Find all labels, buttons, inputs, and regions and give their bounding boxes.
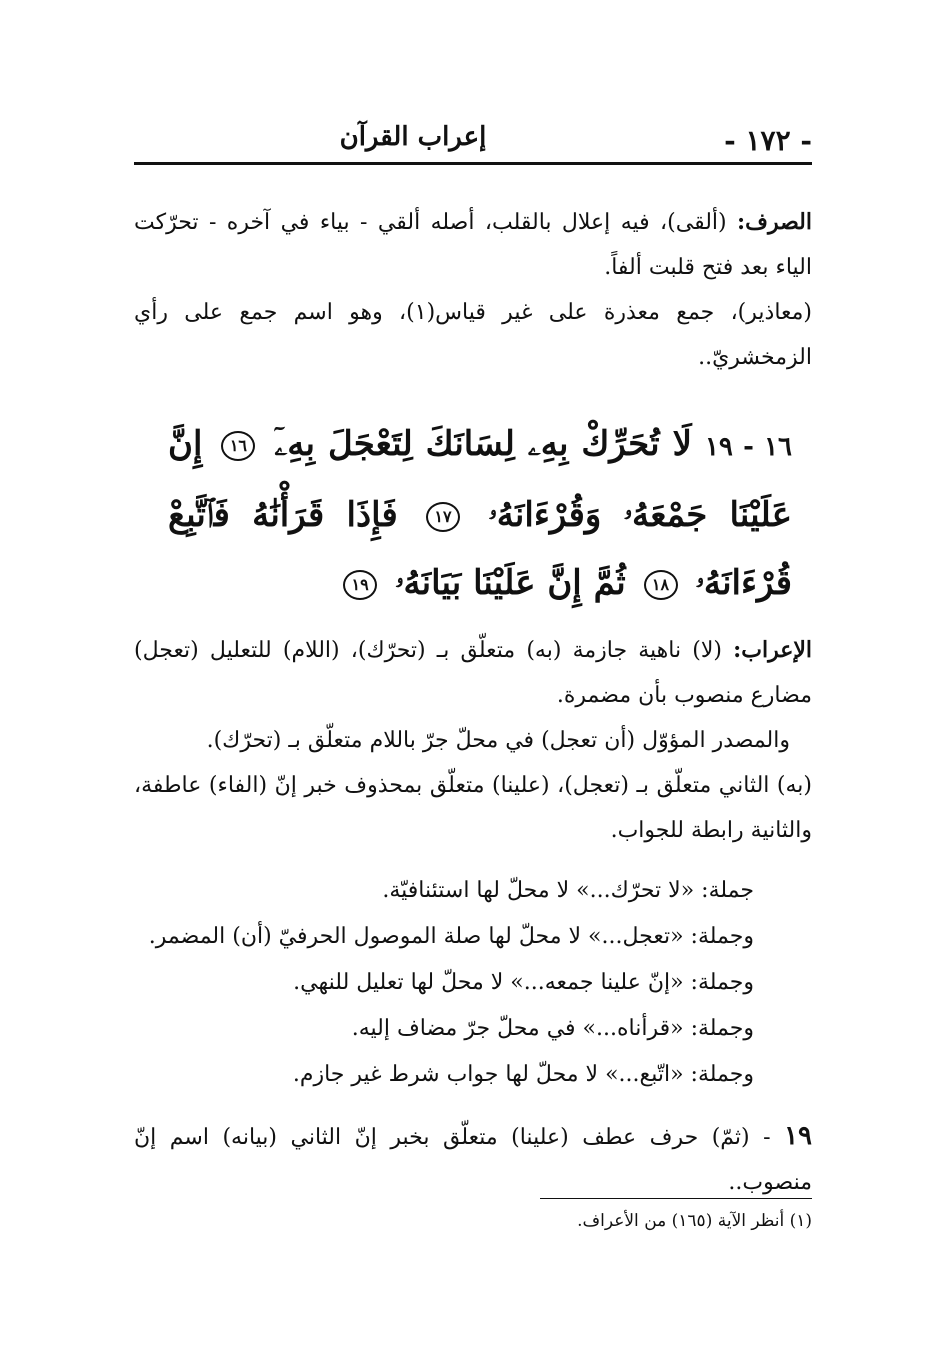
verse-19-number: ١٩ [784,1121,812,1151]
ayah-marker-16: ١٦ [221,431,255,461]
verse-18-text: فَإِذَا قَرَأْنَٰهُ فَٱتَّبِعْ قُرْءَانَهُۥ [168,495,792,603]
page-number: - ١٧٢ - [724,124,812,157]
header-rule [134,162,812,165]
jumla-item: جملة: «لا تحرّك...» لا محلّ لها استئنافيّة. [382,878,754,903]
jumla-item: وجملة: «تعجل...» لا محلّ لها صلة الموصول الحرفيّ (أن) المضمر. [148,924,754,949]
ayah-marker-17: ١٧ [426,502,460,532]
verse-range: ١٦ - ١٩ [704,432,792,462]
irab-label: الإعراب: [733,637,812,663]
sarf-text-2: (معاذير)، جمع معذرة على غير قياس(١)، وهو اسم جمع على رأي الزمخشريّ.. [134,300,812,370]
irab-paragraph-3 [134,763,812,853]
footnote: (١) أنظر الآية (١٦٥) من الأعراف. [577,1211,812,1231]
ayah-marker-18: ١٨ [644,570,678,600]
sarf-text-1: (ألقى)، فيه إعلال بالقلب، أصله ألقي - بياء في آخره - تحرّكت الياء بعد فتح قلبت ألفاً. [134,210,812,280]
jumla-item: وجملة: «اتّبع...» لا محلّ لها جواب شرط غير جازم. [292,1062,754,1087]
verse-16-text: لَا تُحَرِّكْ بِهِۦ لِسَانَكَ لِتَعْجَلَ بِهِۦٓ [274,424,692,464]
irab-paragraph-1 [134,628,812,718]
sarf-section [134,200,812,380]
sarf-paragraph-1 [134,200,812,290]
quran-verses [168,410,792,617]
jumla-item: وجملة: «قرأناه...» في محلّ جرّ مضاف إليه. [351,1016,754,1041]
verse-17-text: إِنَّ عَلَيْنَا جَمْعَهُۥ وَقُرْءَانَهُۥ [168,424,792,535]
page-header [134,118,812,162]
jumla-item: وجملة: «إنّ علينا جمعه...» لا محلّ لها تعليل للنهي. [293,970,754,995]
irab-text-2: والمصدر المؤوّل (أن تعجل) في محلّ جرّ باللام متعلّق بـ (تحرّك). [206,728,790,753]
ayah-marker-19: ١٩ [343,570,377,600]
irab-section [134,628,812,853]
verse-19-text: ثُمَّ إِنَّ عَلَيْنَا بَيَانَهُۥ [394,563,626,603]
irab-text-1: (لا) ناهية جازمة (به) متعلّق بـ (تحرّك)، (اللام) للتعليل (تعجل) مضارع منصوب بأن مضمرة. [134,638,812,708]
verse-19-irab: - (ثمّ) حرف عطف (علينا) متعلّق بخبر إنّ الثاني (بيانه) اسم إنّ منصوب.. [134,1125,812,1195]
verse-19-section [134,1114,812,1205]
verse-19-paragraph [134,1114,812,1205]
irab-paragraph-2 [134,718,812,763]
running-title: إعراب القرآن [339,122,487,152]
irab-text-3: (به) الثاني متعلّق بـ (تعجل)، (علينا) متعلّق بمحذوف خبر إنّ (الفاء) عاطفة، والثانية رابطة للجواب. [134,773,812,843]
jumal-list [134,868,754,1098]
sarf-label: الصرف: [737,209,812,235]
sarf-paragraph-2 [134,290,812,380]
footnote-rule [540,1198,812,1199]
